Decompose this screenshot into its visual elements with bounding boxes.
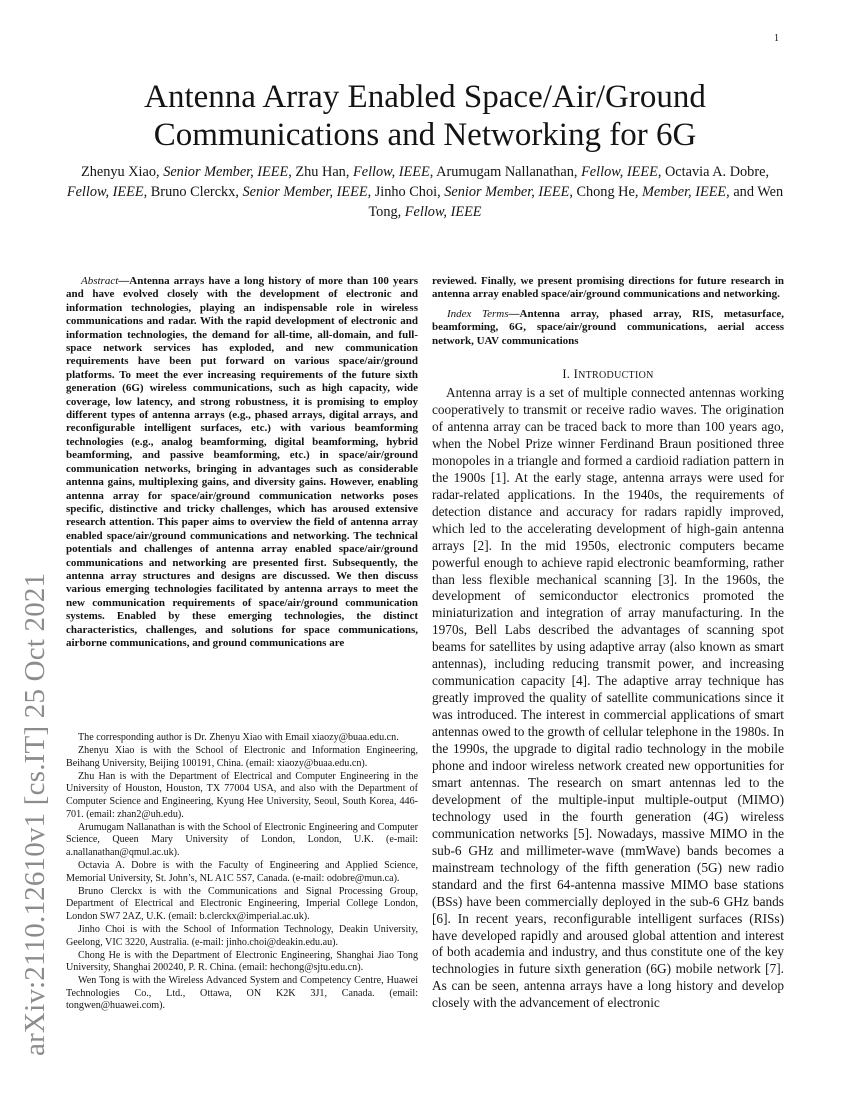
footnote: Arumugam Nallanathan is with the School of Electronic Engineering and Computer Science, Queen Mary University of London, London, U.K. (e-mail: a.nallanathan@qmul.ac.uk). <box>66 821 418 858</box>
author-role: Senior Member, IEEE <box>242 184 368 200</box>
author-role: Fellow, IEEE <box>404 204 482 220</box>
abstract-continued <box>432 275 784 302</box>
footnote: Wen Tong is with the Wireless Advanced System and Competency Centre, Huawei Technologies Co., Ltd., Ottawa, ON K2K 3J1, Canada. (email: tongwen@huawei.com). <box>66 975 418 1012</box>
paper-title: Antenna Array Enabled Space/Air/Ground Communications and Networking for 6G <box>144 79 706 153</box>
index-terms-label: Index Terms <box>447 307 509 320</box>
author-name: Arumugam Nallanathan <box>436 164 574 180</box>
author-name: Zhenyu Xiao <box>80 164 157 180</box>
author-name: Jinho Choi <box>374 184 438 200</box>
author-role: Fellow, IEEE <box>353 164 430 180</box>
footnote: Octavia A. Dobre is with the Faculty of Engineering and Applied Science, Memorial University, St. John’s, NL A1C 5S7, Canada. (e-mail: odobre@mun.ca). <box>66 859 418 884</box>
arxiv-identifier-stamp: arXiv:2110.12610v1 [cs.IT] 25 Oct 2021 <box>19 572 51 1056</box>
author-role: Fellow, IEEE <box>66 184 144 200</box>
footnote: Chong He is with the Department of Electronic Engineering, Shanghai Jiao Tong University, Shanghai 200240, P. R. China. (email: hechong@sjtu.edu.cn). <box>66 949 418 974</box>
section-heading <box>432 367 784 382</box>
index-terms-text: —Antenna array, phased array, RIS, metasurface, beamforming, 6G, space/air/ground communications, aerial access network, UAV communications <box>432 307 784 347</box>
footnote: Jinho Choi is with the School of Information Technology, Deakin University, Geelong, VIC 3220, Australia. (e-mail: jinho.choi@deakin.edu.au). <box>66 923 418 948</box>
index-terms <box>432 308 784 348</box>
author-name: Wen Tong <box>368 184 784 220</box>
author-list: Zhenyu Xiao, Senior Member, IEEE, Zhu Han, Fellow, IEEE, Arumugam Nallanathan, Fellow, IEEE, Octavia A. Dobre, Fellow, IEEE, Bruno Clerckx, Senior Member, IEEE, Jinho Choi, Senior Member, IEEE, Chong He, Member, IEEE, and Wen Tong, Fellow, IEEE <box>66 164 784 220</box>
left-column <box>66 275 418 650</box>
section-body <box>432 385 784 1012</box>
section-number: I. <box>562 367 571 382</box>
footnotes <box>66 732 418 1014</box>
author-name: Zhu Han <box>295 164 346 180</box>
footnote: Zhenyu Xiao is with the School of Electronic and Information Engineering, Beihang University, Beijing 100191, China. (email: xiaozy@buaa.edu.cn). <box>66 745 418 769</box>
abstract-text: —Antenna arrays have a long history of more than 100 years and have evolved closely with the development of electronic and information technologies, playing an indispensable role in wireless communications and radar. With the rapid development of electronic and information technologies, the demand for all-time, all-domain, and full-space network services has exploded, and new communication requirements have been put forward on various space/air/ground platforms. To meet the ever increasing requirements of the future sixth generation (6G) wireless communications, such as high capacity, wide coverage, low latency, and strong robustness, it is promising to employ different types of antenna arrays (e.g., phased arrays, digital arrays, and reconfigurable intelligent surfaces, etc.) with various beamforming technologies (e.g., analog beamforming, digital beamforming, hybrid beamforming, and passive beamforming, etc.) in space/air/ground communication networks, bringing in advantages such as considerable antenna gains, multiplexing gains, and diversity gains. However, enabling antenna array for space/air/ground communication networks poses specific, distinctive and tricky challenges, which has aroused extensive research attention. This paper aims to overview the field of antenna array enabled space/air/ground communications and networking. The technical potentials and challenges of antenna array enabled space/air/ground communications and networking are presented first. Subsequently, the antenna array structures and designs are discussed. We then discuss various emerging technologies facilitated by antenna arrays to meet the new communication requirements of space/air/ground communication systems. Enabled by these emerging technologies, the distinct characteristics, challenges, and solutions for space communications, airborne communications, and ground communications are <box>66 275 418 649</box>
right-column <box>432 275 784 1012</box>
footnote: The corresponding author is Dr. Zhenyu Xiao with Email xiaozy@buaa.edu.cn. <box>78 732 399 743</box>
author-role: Senior Member, IEEE <box>163 164 289 180</box>
section-title: INTRODUCTION <box>573 367 654 382</box>
page-number: 1 <box>774 33 779 44</box>
footnote: Zhu Han is with the Department of Electrical and Computer Engineering in the University of Houston, Houston, TX 77004 USA, and also with the Department of Computer Science and Engineering, Kyung Hee University, Seoul, South Korea, 446-701. (email: zhan2@uh.edu). <box>66 770 418 820</box>
author-name: Bruno Clerckx <box>150 184 236 200</box>
author-role: Member, IEEE <box>642 184 727 200</box>
abstract-text-continued: reviewed. Finally, we present promising directions for future research in antenna array enabled space/air/ground communications and networking. <box>432 275 784 301</box>
abstract <box>66 275 418 650</box>
footnote: Bruno Clerckx is with the Communications and Signal Processing Group, Department of Electrical and Electronic Engineering, Imperial College London, London SW7 2AZ, U.K. (email: b.clerckx@imperial.ac.uk). <box>66 885 418 922</box>
author-role: Senior Member, IEEE <box>444 184 570 200</box>
abstract-label: Abstract <box>81 275 119 287</box>
author-role: Fellow, IEEE <box>581 164 658 180</box>
body-paragraph: Antenna array is a set of multiple connected antennas working cooperatively to transmit or receive radio waves. The origination of antenna array can be traced back to more than 100 years ago, when the Nobel Prize winner Ferdinand Braun positioned three monopoles in a triangle and formed a cardioid radiation pattern in the 1900s [1]. At the early stage, antenna arrays were used for radar-related applications. In the 1940s, the requirements of detection distance and accuracy for radars rapidly improved, which led to the accelerating development of high-gain antenna arrays [2]. In the mid 1950s, electronic computers became powerful enough to achieve rapid electronic beamforming, rather than less flexible mechanical scanning [3]. In the 1960s, the development of semiconductor electronics promoted the miniaturization and integration of array manufacturing. In the 1970s, Bell Labs described the advantages of scanning spot beams for satellites by using adaptive array (also known as smart antennas), including reducing transmit power, and increasing communication capacity [4]. The adaptive array technique has greatly improved the quality of satellite communications since it was introduced. The interest in commercial applications of smart antennas owed to the growth of cellular telephone in the 1980s. In the 1990s, the upgrade to digital radio technology in the mobile phone and indoor wireless network created new opportunities for smart antennas. The research on smart antennas led to the development of the multiple-input multiple-output (MIMO) technology used in the fourth generation (4G) wireless communication networks [5]. Nowadays, massive MIMO in the sub-6 GHz and millimeter-wave (mmWave) bands becomes a mainstream technology of the fifth generation (5G) new radio standard and the first 64-antenna massive MIMO base stations (BSs) have been commercially deployed in the sub-6 GHz bands [6]. In recent years, reconfigurable intelligent surfaces (RISs) have developed rapidly and aroused global attention and interest of both academia and industry, and thus constitute one of the key technologies in future sixth generation (6G) mobile network [7]. As can be seen, antenna arrays have a long history and develop closely with the advancement of electronic <box>432 385 784 1011</box>
author-name: Chong He <box>576 184 635 200</box>
author-name: Octavia A. Dobre <box>664 164 766 180</box>
